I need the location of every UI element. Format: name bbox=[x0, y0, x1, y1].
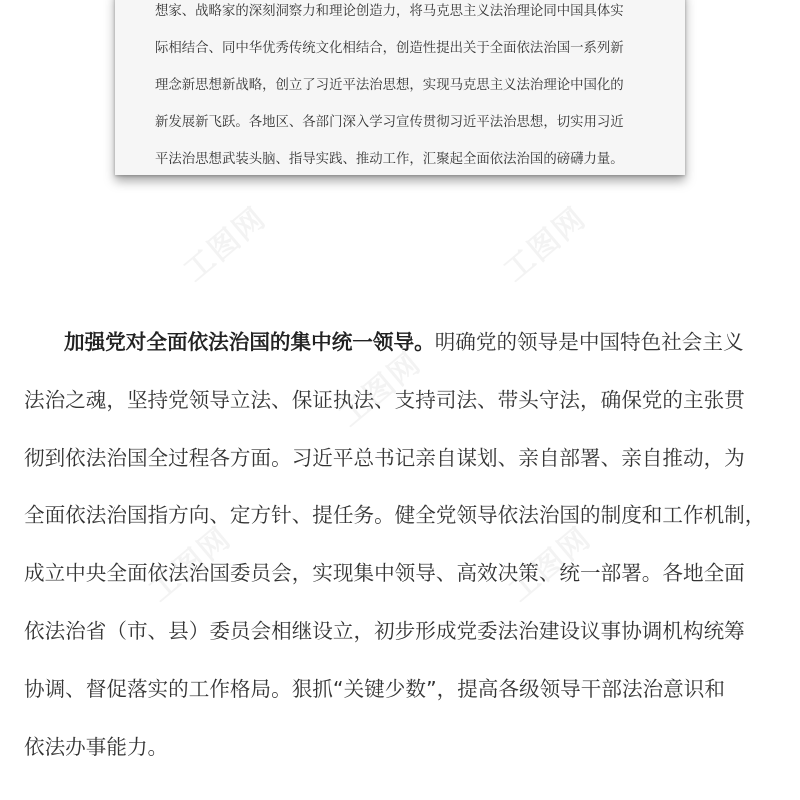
paragraph-line: 依法治省（市、县）委员会相继设立，初步形成党委法治建设议事协调机构统筹 bbox=[24, 618, 745, 643]
quote-card-line: 平法治思想武装头脑、指导实践、推动工作，汇聚起全面依法治国的磅礴力量。 bbox=[155, 152, 624, 167]
paragraph-line: 成立中央全面依法治国委员会，实现集中领导、高效决策、统一部署。各地全面 bbox=[24, 561, 745, 586]
watermark: 工图网 bbox=[177, 200, 274, 289]
paragraph-heading: 加强党对全面依法治国的集中统一领导。 bbox=[64, 330, 435, 354]
watermark: 工图网 bbox=[142, 520, 239, 609]
quote-card-line: 际相结合、同中华优秀传统文化相结合，创造性提出关于全面依法治国一系列新 bbox=[155, 41, 624, 56]
quote-card-line: 新发展新飞跃。各地区、各部门深入学习宣传贯彻习近平法治思想，切实用习近 bbox=[155, 115, 624, 130]
paragraph-line: 法治之魂，坚持党领导立法、保证执法、支持司法、带头守法，确保党的主张贯 bbox=[24, 387, 745, 412]
body-paragraph bbox=[24, 322, 784, 784]
quote-card-line: 想家、战略家的深刻洞察力和理论创造力，将马克思主义法治理论同中国具体实 bbox=[155, 4, 624, 19]
paragraph-line: 依法办事能力。 bbox=[24, 734, 169, 759]
paragraph-line: 协调、督促落实的工作格局。狠抓“关键少数”，提高各级领导干部法治意识和 bbox=[24, 676, 725, 701]
quote-card-line: 理念新思想新战略，创立了习近平法治思想，实现马克思主义法治理论中国化的 bbox=[155, 78, 624, 93]
watermark: 工图网 bbox=[502, 520, 599, 609]
paragraph-line: 彻到依法治国全过程各方面。习近平总书记亲自谋划、亲自部署、亲自推动，为 bbox=[24, 445, 745, 470]
paragraph-line bbox=[24, 322, 784, 380]
paragraph-text: 明确党的领导是中国特色社会主义 bbox=[434, 330, 744, 354]
paragraph-line: 全面依法治国指方向、定方针、提任务。健全党领导依法治国的制度和工作机制， bbox=[24, 503, 766, 528]
quote-card-text bbox=[155, 0, 655, 178]
watermark: 工图网 bbox=[497, 200, 594, 289]
watermark: 工图网 bbox=[332, 345, 429, 434]
